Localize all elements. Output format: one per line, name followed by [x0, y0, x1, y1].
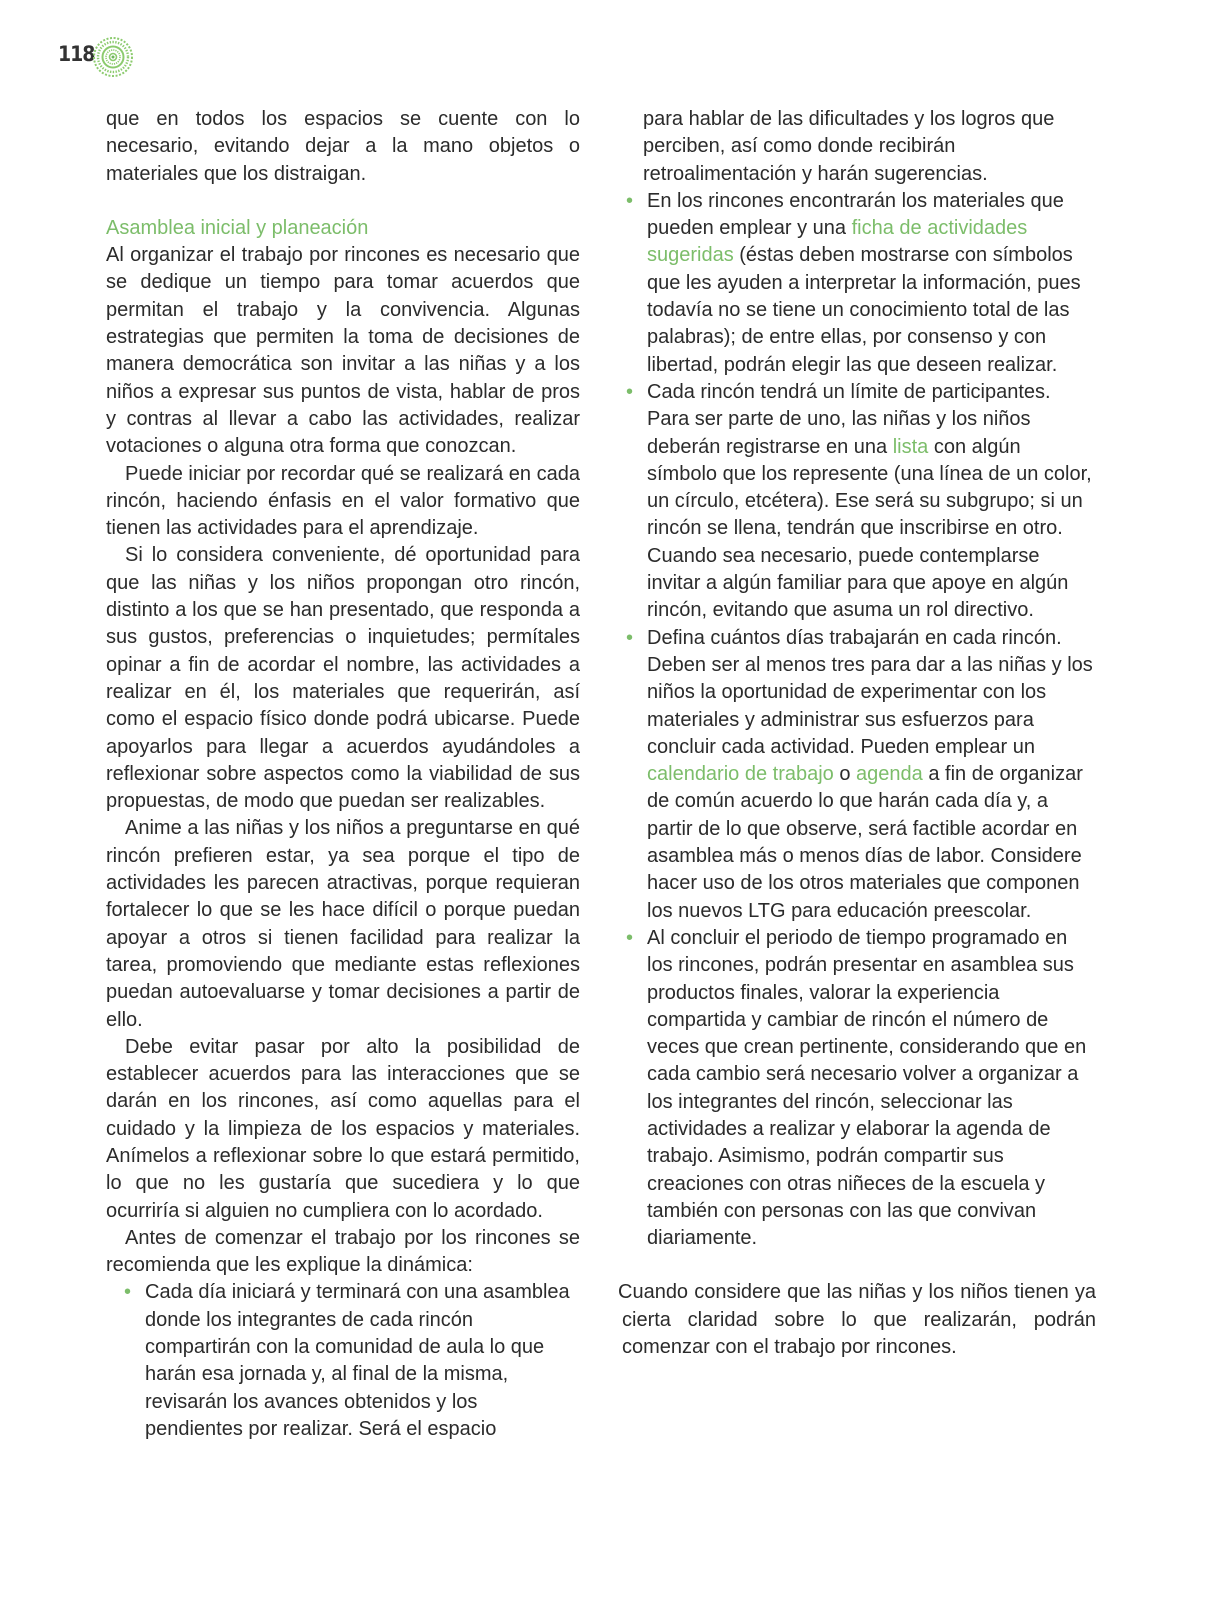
- intro-paragraph: que en todos los espacios se cuente con lo necesario, evitando dejar a la mano objetos o materiales que los distraigan.: [106, 108, 580, 185]
- list-item-continued: [626, 106, 1096, 188]
- bullet-glyph: •: [626, 626, 634, 649]
- bullet-text: con algún símbolo que los represente (una línea de un color, un círculo, etcétera). Ese será su subgrupo; si un rincón se llena, tendrán que inscribirse en otro. Cuando sea necesario, puede contemplarse invitar a algún familiar para que apoye en algún rincón, evitando que asuma un rol directivo.: [647, 435, 1092, 622]
- list-item: [626, 925, 1096, 1253]
- bullet-glyph: •: [626, 189, 634, 212]
- body-paragraph: Si lo considera conveniente, dé oportunidad para que las niñas y los niños propongan otro rincón, distinto a los que se han presentado, que responda a sus gustos, preferencias o inquietudes; permítales opinar a fin de acordar el nombre, las actividades a realizar en él, los materiales que requerirán, así como el espacio físico donde podrá ubicarse. Puede apoyarlos para llegar a acuerdos ayudándoles a reflexionar sobre aspectos como la viabilidad de sus propuestas, de modo que puedan ser realizables.: [106, 544, 580, 813]
- highlight-term: lista: [892, 435, 929, 458]
- bullet-text: o: [833, 763, 857, 786]
- bullet-text: Cada día iniciará y terminará con una asamblea donde los integrantes de cada rincón compartirán con la comunidad de aula lo que harán esa jornada y, al final de la misma, revisarán los avances obtenidos y los pendientes por realizar. Será el espacio: [145, 1281, 570, 1440]
- list-item: [626, 379, 1096, 625]
- bullet-text: Al concluir el periodo de tiempo programado en los rincones, podrán presentar en asamblea sus productos finales, valorar la experiencia compartida y cambiar de rincón el número de veces que crean pertinente, considerando que en cada cambio será necesario volver a organizar a los integrantes del rincón, seleccionar las actividades a realizar y elaborar la agenda de trabajo. Asimismo, podrán compartir sus creaciones con otras niñeces de la escuela y también con personas con las que convivan diariamente.: [647, 926, 1087, 1250]
- section-heading: Asamblea inicial y planeación: [106, 216, 369, 239]
- bullet-list: [106, 1279, 580, 1443]
- green-circular-ornament-icon: [92, 36, 134, 78]
- bullet-list: [626, 106, 1096, 1252]
- highlight-term: ficha de actividades sugeridas: [647, 217, 1028, 267]
- body-paragraph: Anime a las niñas y los niños a preguntarse en qué rincón prefieren estar, ya sea porque el tipo de actividades les parecen atractivas, porque requieran fortalecer lo que se les hace difícil o porque puedan apoyar a otros si tienen facilidad para realizar la tarea, promoviendo que mediante estas reflexiones puedan autoevaluarse y tomar decisiones a partir de ello.: [106, 817, 580, 1031]
- body-paragraph: Al organizar el trabajo por rincones es necesario que se dedique un tiempo para tomar acuerdos que permitan el trabajo y la convivencia. Algunas estrategias que permiten la toma de decisiones de manera democrática son invitar a las niñas y a los niños a expresar sus puntos de vista, hablar de pros y contras al llevar a cabo las actividades, realizar votaciones o alguna otra forma que conozcan.: [106, 244, 580, 458]
- page-number: 118: [58, 42, 95, 66]
- closing-paragraph: [618, 1279, 1096, 1361]
- body-paragraph: Antes de comenzar el trabajo por los rincones se recomienda que les explique la dinámica:: [106, 1226, 580, 1277]
- bullet-text: Defina cuántos días trabajarán en cada rincón. Deben ser al menos tres para dar a las niñas y los niños la oportunidad de experimentar con los materiales y administrar sus esfuerzos para concluir cada actividad. Pueden emplear un: [647, 626, 1093, 758]
- highlight-term: agenda: [856, 763, 923, 786]
- list-item: [626, 625, 1096, 925]
- bullet-text: a fin de organizar de común acuerdo lo que harán cada día y, a partir de lo que observe, será factible acordar en asamblea más o menos días de labor. Considere hacer uso de los otros materiales que componen los nuevos LTG para educación preescolar.: [647, 763, 1083, 922]
- body-paragraph: Puede iniciar por recordar qué se realizará en cada rincón, haciendo énfasis en el valor formativo que tienen las actividades para el aprendizaje.: [106, 462, 580, 540]
- right-column: [618, 106, 1096, 1361]
- closing-text: Cuando considere que las niñas y los niños tienen ya cierta claridad sobre lo que realizarán, podrán comenzar con el trabajo por rincones.: [618, 1281, 1096, 1359]
- list-item: [626, 188, 1096, 379]
- bullet-text: En los rincones encontrarán los materiales que pueden emplear y una: [647, 189, 1064, 240]
- left-column: [106, 106, 580, 1443]
- bullet-text: Cada rincón tendrá un límite de participantes. Para ser parte de uno, las niñas y los niños deberán registrarse en una: [647, 380, 1051, 458]
- bullet-glyph: •: [626, 380, 634, 403]
- bullet-glyph: •: [124, 1281, 132, 1304]
- bullet-text: para hablar de las dificultades y los logros que perciben, así como donde recibirán retroalimentación y harán sugerencias.: [643, 108, 1055, 185]
- highlight-term: calendario de trabajo: [647, 763, 834, 786]
- bullet-text: (éstas deben mostrarse con símbolos que les ayuden a interpretar la información, pues todavía no se tiene un conocimiento total de las palabras); de entre ellas, por consenso y con libertad, podrán elegir las que deseen realizar.: [647, 244, 1081, 376]
- body-paragraph: Debe evitar pasar por alto la posibilidad de establecer acuerdos para las interacciones que se darán en los rincones, así como aquellas para el cuidado y la limpieza de los espacios y materiales. Anímelos a reflexionar sobre lo que estará permitido, lo que no les gustaría que sucediera y lo que ocurriría si alguien no cumpliera con lo acordado.: [106, 1035, 580, 1222]
- bullet-glyph: •: [626, 926, 634, 949]
- list-item: [124, 1279, 580, 1443]
